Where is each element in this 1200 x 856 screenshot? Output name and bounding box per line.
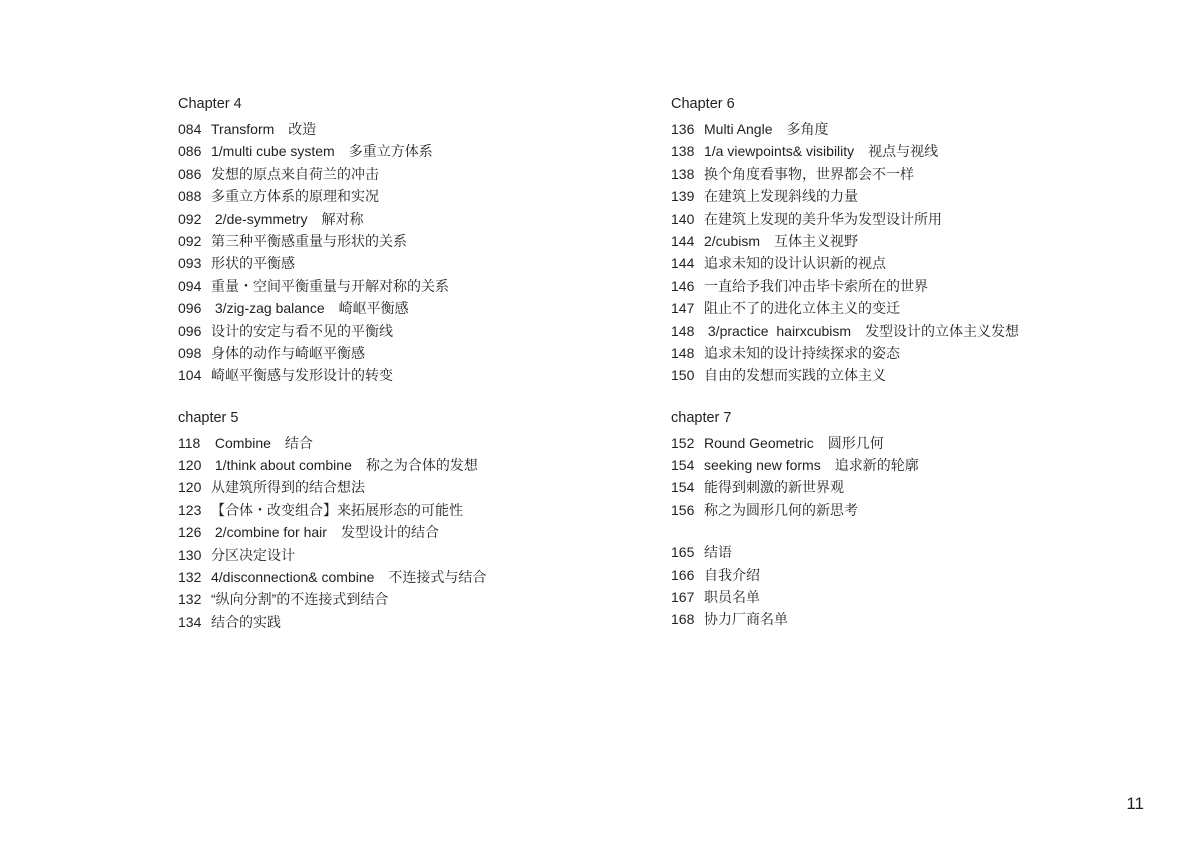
toc-entry-title: 1/multi cube system 多重立方体系 [211,143,433,160]
toc-entry-page: 126 [178,524,202,541]
toc-entry-page: 148 [671,344,695,361]
toc-entry [671,297,1111,319]
toc-entry-title: Round Geometric 圆形几何 [704,434,884,451]
toc-entry [178,342,618,364]
toc-entry [671,564,1111,586]
toc-entry-title: 2/de-symmetry 解对称 [211,210,364,227]
toc-entry [671,586,1111,608]
toc-entry-title: 2/cubism 互体主义视野 [704,232,859,249]
toc-entry-page: 086 [178,143,202,160]
toc-entry-page: 123 [178,501,202,518]
toc-entry-title: Combine 结合 [211,434,313,451]
chapter-heading: chapter 7 [671,409,732,426]
toc-entry [178,566,618,588]
toc-entry [178,297,618,319]
toc-entry-title: 4/disconnection& combine 不连接式与结合 [211,569,487,586]
toc-entry-page: 092 [178,210,202,227]
page-number: 11 [1126,794,1144,813]
toc-entry [178,163,618,185]
toc-entry-title: 结合的实践 [211,613,281,630]
toc-entry-page: 088 [178,188,202,205]
toc-entry-page: 138 [671,143,695,160]
toc-entry-title: 设计的安定与看不见的平衡线 [211,322,393,339]
toc-entry [671,208,1111,230]
chapter-heading: Chapter 6 [671,96,735,112]
toc-entry-title: 一直给予我们冲击毕卡索所在的世界 [704,277,928,294]
chapter-heading: Chapter 4 [178,96,242,112]
chapter-heading: chapter 5 [178,409,239,426]
toc-entry-title: 2/combine for hair 发型设计的结合 [211,524,439,541]
toc-entry-title: 发想的原点来自荷兰的冲击 [211,165,379,182]
toc-entry [178,252,618,274]
toc-entry-title: seeking new forms 追求新的轮廓 [704,457,919,474]
toc-entry-title: 称之为圆形几何的新思考 [704,501,858,518]
toc-entry-page: 154 [671,457,695,474]
toc-entry-page: 120 [178,457,202,474]
toc-entry-page: 139 [671,188,695,205]
toc-entry [178,185,618,207]
toc-entry-page: 120 [178,479,202,496]
toc-entry [178,544,618,566]
toc-entry [178,521,618,543]
toc-entry [178,476,618,498]
toc-entry-page: 168 [671,611,695,628]
toc-entry-title: 追求未知的设计认识新的视点 [704,255,886,272]
toc-entry-page: 104 [178,367,202,384]
toc-entry-page: 154 [671,479,695,496]
toc-entry-title: 结语 [704,544,732,561]
toc-entry-title: 身体的动作与崎岖平衡感 [211,344,365,361]
toc-entry-page: 152 [671,434,695,451]
toc-entry-title: 重量・空间平衡重量与开解对称的关系 [211,277,449,294]
toc-entry [178,588,618,610]
toc-entry [671,454,1111,476]
toc-section [671,93,1111,387]
toc-entry-title: 3/zig-zag balance 崎岖平衡感 [211,300,409,317]
toc-entry [178,432,618,454]
toc-entry-title: 分区决定设计 [211,546,295,563]
toc-entry [671,608,1111,630]
toc-entry-page: 144 [671,255,695,272]
toc-entry-title: 1/think about combine 称之为合体的发想 [211,457,478,474]
toc-entry [178,275,618,297]
toc-entry-page: 156 [671,501,695,518]
toc-entry-title: Multi Angle 多角度 [704,121,829,137]
toc-entry [671,499,1111,521]
toc-entry-title: 1/a viewpoints& visibility 视点与视线 [704,143,939,160]
toc-entry-page: 150 [671,367,695,384]
toc-entry [178,140,618,162]
toc-section [178,407,618,634]
toc-entry-page: 118 [178,434,201,451]
toc-entry [671,163,1111,185]
toc-entry-page: 146 [671,277,695,294]
toc-entry-title: “纵向分割”的不连接式到结合 [211,591,389,608]
toc-entry-title: 3/practice hairxcubism 发型设计的立体主义发想 [704,322,1020,339]
toc-entry-page: 096 [178,322,202,339]
toc-right-column [671,93,1111,631]
toc-entry-page: 084 [178,121,202,137]
toc-entry-title: 协力厂商名单 [704,611,788,628]
toc-entry-page: 096 [178,300,202,317]
toc-entry-title: 职员名单 [704,589,760,606]
toc-entry-title: Transform 改造 [211,121,317,137]
toc-entry-title: 追求未知的设计持续探求的姿态 [704,344,900,361]
toc-entry-title: 【合体・改变组合】来拓展形态的可能性 [211,501,463,518]
toc-entry [671,320,1111,342]
toc-entry-page: 166 [671,566,695,583]
toc-entry-page: 132 [178,591,202,608]
toc-entry [178,230,618,252]
toc-entry [178,499,618,521]
toc-entry-title: 在建筑上发现斜线的力量 [704,188,858,205]
toc-entry [671,185,1111,207]
toc-entry-title: 自由的发想而实践的立体主义 [704,367,886,384]
toc-entry [178,364,618,386]
toc-entry-page: 148 [671,322,695,339]
toc-entry [671,140,1111,162]
toc-entry-page: 165 [671,544,695,561]
toc-entry-title: 从建筑所得到的结合想法 [211,479,365,496]
toc-entry [178,118,618,140]
toc-entry-page: 130 [178,546,202,563]
toc-entry [671,541,1111,563]
toc-section [671,541,1111,631]
toc-entry-page: 134 [178,613,202,630]
toc-entry-title: 换个角度看事物，世界都会不一样 [704,165,914,182]
toc-entry [671,275,1111,297]
toc-entry-title: 第三种平衡感重量与形状的关系 [211,232,407,249]
toc-entry-page: 138 [671,165,695,182]
toc-section [671,407,1111,522]
toc-entry-title: 阻止不了的进化立体主义的变迁 [704,300,900,317]
toc-entry [178,454,618,476]
toc-entry [671,252,1111,274]
toc-entry-page: 093 [178,255,202,272]
toc-entry-page: 132 [178,569,202,586]
toc-entry-title: 自我介绍 [704,566,760,583]
toc-entry-page: 140 [671,210,695,227]
toc-entry [671,476,1111,498]
toc-entry [178,320,618,342]
toc-entry-page: 147 [671,300,695,317]
toc-entry-page: 098 [178,344,202,361]
toc-entry-title: 崎岖平衡感与发形设计的转变 [211,367,393,384]
toc-entry-page: 092 [178,232,202,249]
toc-entry-title: 形状的平衡感 [211,255,295,272]
toc-entry-title: 能得到刺激的新世界观 [704,479,844,496]
toc-entry [178,208,618,230]
toc-entry [671,342,1111,364]
toc-left-column [178,93,618,633]
toc-entry [671,230,1111,252]
toc-entry [671,364,1111,386]
toc-entry-page: 144 [671,232,695,249]
toc-entry-title: 在建筑上发现的美升华为发型设计所用 [704,210,942,227]
toc-section [178,93,618,387]
toc-entry [671,118,1111,140]
toc-entry [178,611,618,633]
toc-entry-title: 多重立方体系的原理和实况 [211,188,379,205]
toc-entry-page: 086 [178,165,202,182]
toc-entry-page: 167 [671,589,695,606]
toc-entry-page: 094 [178,277,202,294]
toc-entry-page: 136 [671,121,695,137]
toc-entry [671,432,1111,454]
